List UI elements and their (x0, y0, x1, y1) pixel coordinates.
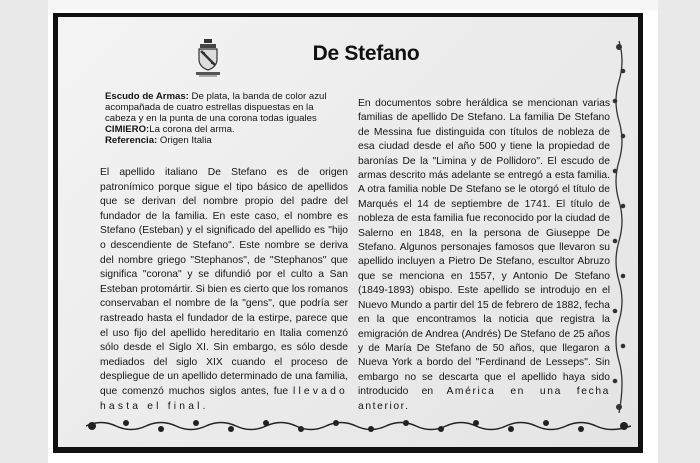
left-column-last-line: llevado hasta el final. (100, 385, 348, 412)
right-column-last-line: América en una fecha anterior. (358, 386, 610, 412)
left-column (100, 166, 348, 414)
document-title: De Stefano (312, 42, 420, 65)
document-page (58, 17, 638, 447)
floral-vine-border-icon (86, 415, 631, 437)
arms-label: Escudo de Armas: (105, 91, 189, 102)
right-margin (658, 0, 700, 463)
right-column-body: En documentos sobre heráldica se mencionan varias familias de apellido De Stefano. La familia De Stefano de Messina fue distinguida con títulos de nobleza de esa ciudad desde el año 500 y tiene la propiedad de baronías De la "Limina y de Pollidoro". El escudo de armas descrito más adelante se entregó a esta familia. A otra familia noble De Stefano se le otorgó el título de Marqués el 14 de septiembre de 1741. El título de nobleza de esta familia fue reconocido por la ciudad de Salerno en 1848, en la persona de Giuseppe De Stefano. Algunos personajes famosos que llevaron su apellido incluyen a Pietro De Stefano, escultor Abruzo que se menciona en 1557, y Antonio De Stefano (1849-1893) obispo. Este apellido se introdujo en el Nuevo Mundo a partir del 15 de febrero de 1882, fecha en la que encontramos la noticia que registra la emigración de Andrea (Andrés) De Stefano de 25 años y de María De Stefano de 50 años, que llegaron a Nueva York a bordo del "Ferdinand de Lesseps". Sin embargo no se descarta que el apellido haya sido introducido en (358, 98, 610, 398)
reference-text: Origen Italia (157, 135, 212, 146)
floral-vine-border-icon (611, 41, 627, 413)
crest-text: La corona del arma. (149, 124, 235, 135)
coat-of-arms-icon (195, 39, 221, 79)
arms-text: De plata, la banda de color azul acompañada de cuatro estrellas dispuestas en la cabeza y en la punta de una corona todas iguales (105, 91, 327, 124)
reference-label: Referencia: (105, 135, 158, 146)
right-column (358, 97, 610, 414)
crest-label: CIMIERO: (105, 124, 150, 135)
left-column-body: El apellido italiano De Stefano es de origen patronímico porque sigue el tipo básico de apellidos que se derivan del nombre propio del padre del fundador de la familia. En este caso, el nombre es Stefano (Esteban) y el significado del apellido es "hijo o descendiente de Stefano". Este nombre se deriva del nombre griego "Stephanos", de "Stephanos" que significa "corona" y se difundió por el culto a San Esteban protomártir. Si bien es cierto que los romanos conservaban el nombre de la "gens", que podría ser rastreado hasta el fundador de la estirpe, parece que el uso fijo del apellido hereditario en Italia comenzó sólo desde el Siglo XI. Sin embargo, es sólo desde mediados del siglo XIX cuando el proceso de despliegue de un apellido determinado de una familia, que comenzó muchos siglos antes, fue (100, 167, 348, 397)
heraldry-description (105, 91, 345, 146)
left-margin (0, 0, 48, 463)
top-margin (48, 0, 658, 10)
